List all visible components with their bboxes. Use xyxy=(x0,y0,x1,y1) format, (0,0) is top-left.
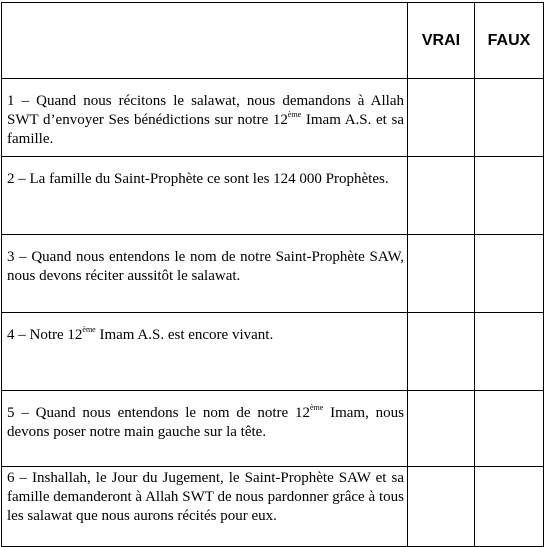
question-row xyxy=(2,467,544,547)
question-text xyxy=(2,467,407,526)
true-answer-box[interactable] xyxy=(408,235,475,313)
false-answer-box[interactable] xyxy=(475,391,544,467)
ordinal-suffix: ème xyxy=(287,110,302,119)
true-column-header: VRAI xyxy=(408,3,475,79)
ordinal-suffix: ème xyxy=(309,403,324,412)
question-text-part: 3 – Quand nous entendons le nom de notre Saint-Prophète SAW, nous devons réciter aussitôt le salawat. xyxy=(7,249,404,284)
question-cell xyxy=(2,79,408,157)
false-answer-box[interactable] xyxy=(475,79,544,157)
question-row xyxy=(2,79,544,157)
false-answer-box[interactable] xyxy=(475,467,544,547)
question-row xyxy=(2,391,544,467)
question-cell xyxy=(2,313,408,391)
question-text-part: Imam A.S. et sa famille. xyxy=(7,112,404,147)
question-text-part: Imam A.S. est encore vivant. xyxy=(95,327,274,343)
true-answer-box[interactable] xyxy=(408,157,475,235)
question-text-part: 6 – Inshallah, le Jour du Jugement, le Saint-Prophète SAW et sa famille demanderont à Allah SWT de nous pardonner grâce à tous les salawat que nous aurons récités pour eux. xyxy=(7,470,404,524)
question-text xyxy=(2,391,407,442)
question-text xyxy=(2,79,407,149)
question-text-part: 1 – Quand nous récitons le salawat, nous demandons à Allah SWT d’envoyer Ses bénédictions sur notre 12 xyxy=(7,93,404,128)
header-row xyxy=(2,3,544,79)
question-row xyxy=(2,157,544,235)
question-column-header xyxy=(2,3,408,79)
question-text-part: Imam, nous devons poser notre main gauche sur la tête. xyxy=(7,405,405,440)
question-text xyxy=(2,313,407,345)
false-column-header: FAUX xyxy=(475,3,544,79)
question-text-part: 4 – Notre 12 xyxy=(7,327,83,343)
true-answer-box[interactable] xyxy=(408,391,475,467)
question-text-part: 5 – Quand nous entendons le nom de notre 12 xyxy=(7,405,310,421)
false-answer-box[interactable] xyxy=(475,313,544,391)
question-text xyxy=(2,235,407,286)
question-cell xyxy=(2,467,408,547)
question-cell xyxy=(2,391,408,467)
question-cell xyxy=(2,157,408,235)
question-text xyxy=(2,157,407,189)
question-row xyxy=(2,313,544,391)
true-answer-box[interactable] xyxy=(408,79,475,157)
false-answer-box[interactable] xyxy=(475,157,544,235)
true-false-table xyxy=(1,2,544,547)
true-answer-box[interactable] xyxy=(408,467,475,547)
ordinal-suffix: ème xyxy=(82,325,96,334)
true-answer-box[interactable] xyxy=(408,313,475,391)
question-cell xyxy=(2,235,408,313)
question-text-part: 2 – La famille du Saint-Prophète ce sont les 124 000 Prophètes. xyxy=(7,171,389,187)
question-row xyxy=(2,235,544,313)
false-answer-box[interactable] xyxy=(475,235,544,313)
